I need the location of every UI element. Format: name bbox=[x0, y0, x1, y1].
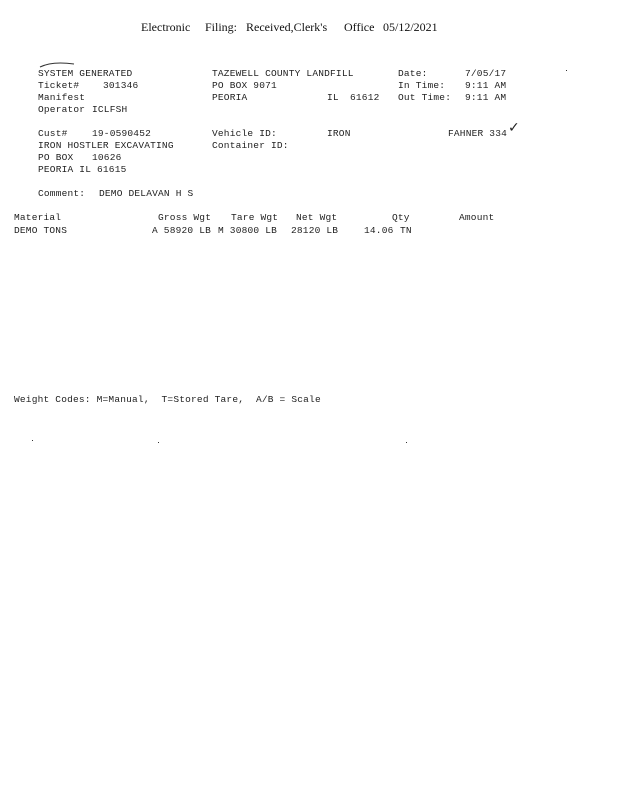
weight-codes-legend: Weight Codes: M=Manual, T=Stored Tare, A/B = Scale bbox=[14, 394, 321, 405]
operator-label: Operator bbox=[38, 104, 86, 115]
col-header-amount: Amount bbox=[459, 212, 495, 223]
header-filing: Filing: bbox=[205, 20, 238, 34]
col-header-net: Net Wgt bbox=[296, 212, 338, 223]
row-gross: A 58920 LB bbox=[152, 225, 212, 236]
row-tare: M 30800 LB bbox=[218, 225, 278, 236]
col-header-gross: Gross Wgt bbox=[158, 212, 212, 223]
comment-label: Comment: bbox=[38, 188, 86, 199]
customer-city-state-zip: PEORIA IL 61615 bbox=[38, 164, 127, 175]
cust-number: 19-0590452 bbox=[92, 128, 152, 139]
header-office: Office bbox=[344, 20, 375, 34]
header-date: 05/12/2021 bbox=[383, 20, 438, 34]
comment-value: DEMO DELAVAN H S bbox=[99, 188, 194, 199]
vehicle-id-label: Vehicle ID: bbox=[212, 128, 277, 139]
check-mark-icon: ✓ bbox=[508, 120, 520, 136]
ticket-label: Ticket# bbox=[38, 80, 80, 91]
landfill-po-box: PO BOX 9071 bbox=[212, 80, 277, 91]
customer-name: IRON HOSTLER EXCAVATING bbox=[38, 140, 174, 151]
landfill-zip: 61612 bbox=[350, 92, 380, 103]
ticket-number: 301346 bbox=[103, 80, 139, 91]
out-time-label: Out Time: bbox=[398, 92, 452, 103]
date-label: Date: bbox=[398, 68, 428, 79]
hauler-value: FAHNER 334 bbox=[448, 128, 508, 139]
scan-speck bbox=[566, 70, 567, 71]
header-received: Received,Clerk's bbox=[246, 20, 328, 34]
col-header-qty: Qty bbox=[392, 212, 410, 223]
customer-po-number: 10626 bbox=[92, 152, 122, 163]
row-unit: TN bbox=[400, 225, 412, 236]
scan-speck bbox=[32, 440, 33, 441]
date-value: 7/05/17 bbox=[465, 68, 507, 79]
landfill-state: IL bbox=[327, 92, 339, 103]
row-net: 28120 LB bbox=[291, 225, 339, 236]
container-id-label: Container ID: bbox=[212, 140, 289, 151]
vehicle-id-value: IRON bbox=[327, 128, 351, 139]
col-header-material: Material bbox=[14, 212, 62, 223]
system-generated-label: SYSTEM GENERATED bbox=[38, 68, 133, 79]
in-time-label: In Time: bbox=[398, 80, 446, 91]
landfill-name: TAZEWELL COUNTY LANDFILL bbox=[212, 68, 354, 79]
operator-value: ICLFSH bbox=[92, 104, 128, 115]
row-material: DEMO TONS bbox=[14, 225, 68, 236]
landfill-city: PEORIA bbox=[212, 92, 248, 103]
scan-speck bbox=[406, 442, 407, 443]
out-time-value: 9:11 AM bbox=[465, 92, 507, 103]
col-header-tare: Tare Wgt bbox=[231, 212, 279, 223]
scan-speck bbox=[158, 442, 159, 443]
in-time-value: 9:11 AM bbox=[465, 80, 507, 91]
cust-label: Cust# bbox=[38, 128, 68, 139]
header-electronic: Electronic bbox=[141, 20, 191, 34]
row-qty: 14.06 bbox=[364, 225, 394, 236]
manifest-label: Manifest bbox=[38, 92, 86, 103]
customer-po-box: PO BOX bbox=[38, 152, 74, 163]
